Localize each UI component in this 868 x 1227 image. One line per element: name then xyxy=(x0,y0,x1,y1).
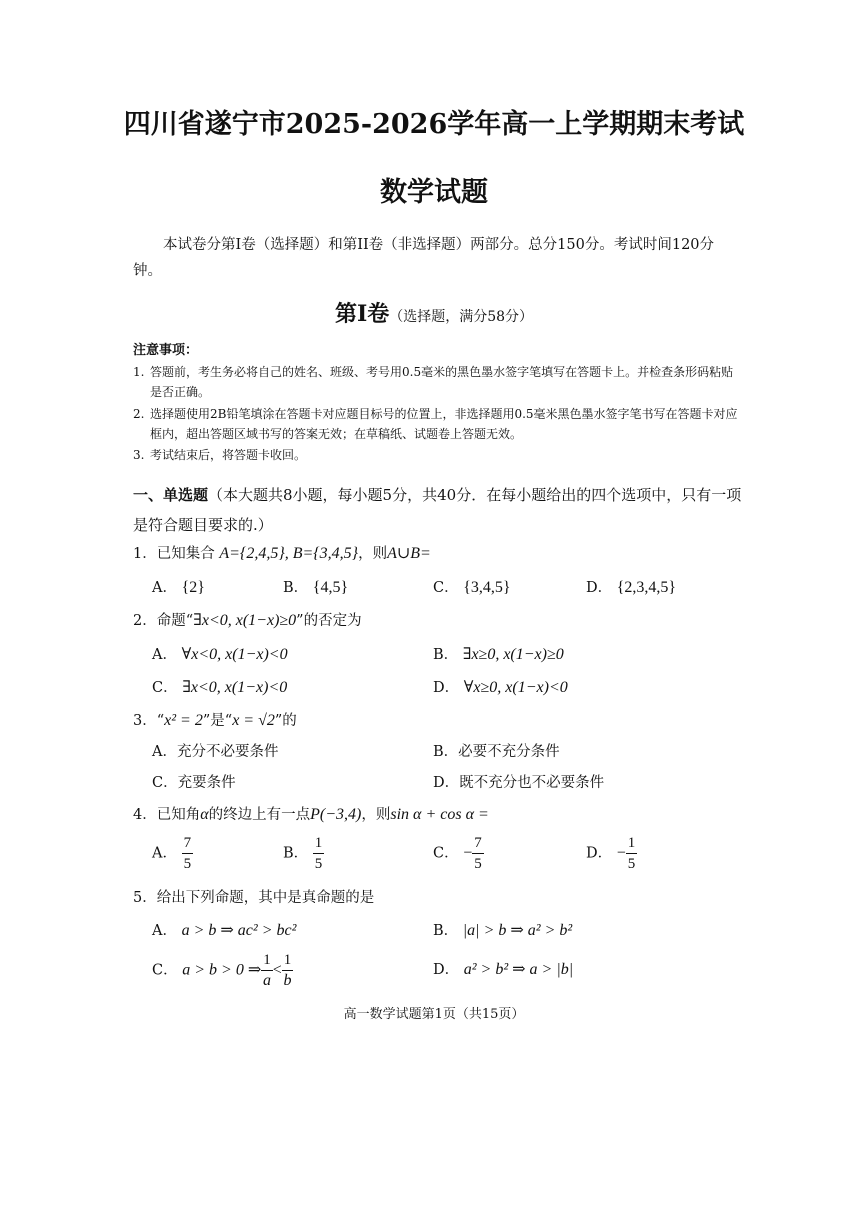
section-heading-main: 第Ⅰ卷 xyxy=(334,301,390,327)
exam-intro: 本试卷分第I卷（选择题）和第II卷（非选择题）两部分。总分150分。考试时间120分钟。 xyxy=(133,237,715,279)
notice-title: 注意事项： xyxy=(133,343,199,358)
notice-item: 2. 选择题使用2B铅笔填涂在答题卡对应题目标号的位置上，非选择题用0.5毫米黑色墨水签字笔书写在答题卡对应 框内，超出答题区域书写的答案无效；在草稿纸、试题卷上答题无效。 xyxy=(133,407,738,441)
page-footer: 高一数学试题第1页（共15页） xyxy=(343,1007,525,1022)
option-c[interactable]: C． ∃x<0, x(1−x)<0 xyxy=(152,679,288,696)
option-b[interactable]: B． {4,5} xyxy=(283,579,349,596)
notice-item: 3. 考试结束后，将答题卡收回。 xyxy=(133,448,307,462)
option-a[interactable]: A．充分不必要条件 xyxy=(152,744,279,760)
section-desc: （本大题共8小题，每小题5分，共40分．在每小题给出的四个选项中，只有一项是符合题目要求的.） xyxy=(133,486,742,534)
option-c[interactable]: C．充要条件 xyxy=(152,775,236,791)
option-d[interactable]: D． {2,3,4,5} xyxy=(586,579,677,596)
option-b[interactable]: B． ∃x≥0, x(1−x)≥0 xyxy=(433,646,564,663)
option-b[interactable]: B． $\frac{1}{5}$ xyxy=(283,835,323,872)
option-d[interactable]: D． − $\frac{1}{5}$ xyxy=(586,835,636,872)
fraction: $\frac{1}{5}$ xyxy=(627,835,636,872)
option-a[interactable]: A． ∀x<0, x(1−x)<0 xyxy=(152,646,288,663)
option-c[interactable]: C． − $\frac{7}{5}$ xyxy=(433,835,482,872)
fraction: $\frac{7}{5}$ xyxy=(183,835,192,872)
option-a[interactable]: A． $\frac{7}{5}$ xyxy=(152,835,192,872)
option-b[interactable]: B．必要不充分条件 xyxy=(433,744,560,760)
option-d[interactable]: D． ∀x≥0, x(1−x)<0 xyxy=(433,679,568,696)
question-3: 3．“x² = 2”是“x = √2”的 xyxy=(133,712,297,729)
page-subtitle: 数学试题 xyxy=(380,177,488,208)
section-heading xyxy=(0,297,868,328)
option-d[interactable]: D． a² > b² ⇒ a > |b| xyxy=(433,961,574,978)
question-2: 2．命题“∃x<0, x(1−x)≥0”的否定为 xyxy=(133,612,362,629)
question-4: 4．已知角α的终边上有一点P(−3,4)，则sin α + cos α = xyxy=(133,806,489,823)
section-heading-note: （选择题，满分58分） xyxy=(389,309,534,325)
fraction: $\frac{1}{b}$ xyxy=(283,952,292,989)
option-c[interactable]: C． {3,4,5} xyxy=(433,579,511,596)
option-c[interactable]: C． a > b > 0 ⇒ $\frac{1}{a}$ < $\frac{1}{b}$ xyxy=(152,952,292,989)
section-label: 一、单选题 xyxy=(133,486,209,504)
option-a[interactable]: A． a > b ⇒ ac² > bc² xyxy=(152,922,297,939)
option-d[interactable]: D．既不充分也不必要条件 xyxy=(433,775,605,791)
question-5: 5．给出下列命题，其中是真命题的是 xyxy=(133,890,375,906)
option-b[interactable]: B． |a| > b ⇒ a² > b² xyxy=(433,922,573,939)
notice-item: 1. 答题前，考生务必将自己的姓名、班级、考号用0.5毫米的黑色墨水签字笔填写在答题卡上。并检查条形码粘贴 是否正确。 xyxy=(133,365,734,399)
fraction: $\frac{1}{a}$ xyxy=(262,952,271,989)
fraction: $\frac{1}{5}$ xyxy=(314,835,323,872)
section-single-choice xyxy=(133,480,743,540)
page-title: 四川省遂宁市2025-2026学年高一上学期期末考试 xyxy=(123,109,745,140)
fraction: $\frac{7}{5}$ xyxy=(474,835,482,872)
option-a[interactable]: A． {2} xyxy=(152,579,205,596)
question-1: 1．已知集合 A={2,4,5}, B={3,4,5}，则A∪B= xyxy=(133,545,431,562)
